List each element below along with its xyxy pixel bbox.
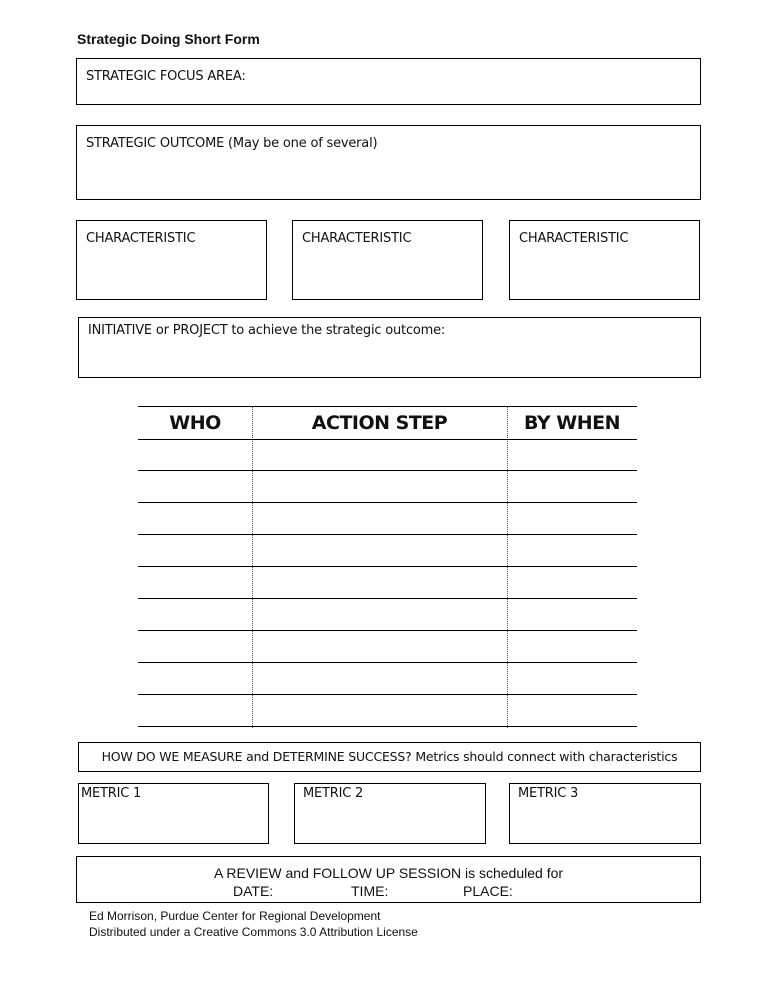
table-row[interactable] bbox=[138, 694, 637, 695]
who-column-header: WHO bbox=[169, 412, 221, 434]
review-session-box bbox=[76, 856, 701, 903]
strategic-focus-area-field[interactable] bbox=[76, 58, 701, 105]
action-step-column-header: ACTION STEP bbox=[311, 412, 448, 434]
characteristic-field-3[interactable] bbox=[509, 220, 700, 300]
strategic-outcome-label: STRATEGIC OUTCOME (May be one of several) bbox=[86, 136, 378, 151]
characteristic-label: CHARACTERISTIC bbox=[519, 231, 629, 246]
characteristic-field-2[interactable] bbox=[292, 220, 483, 300]
metric-field-1[interactable] bbox=[78, 783, 269, 844]
table-row[interactable] bbox=[138, 598, 637, 599]
table-row[interactable] bbox=[138, 726, 637, 727]
metric-field-2[interactable] bbox=[294, 783, 486, 844]
table-row[interactable] bbox=[138, 630, 637, 631]
table-row[interactable] bbox=[138, 662, 637, 663]
review-time-label: TIME: bbox=[351, 883, 389, 899]
table-top-rule bbox=[138, 406, 637, 407]
review-date-label: DATE: bbox=[233, 883, 274, 899]
characteristic-label: CHARACTERISTIC bbox=[86, 231, 196, 246]
column-divider bbox=[252, 406, 253, 728]
table-header-rule bbox=[138, 439, 637, 440]
measure-success-label: HOW DO WE MEASURE and DETERMINE SUCCESS? Metrics should connect with characteristics bbox=[101, 749, 678, 764]
characteristic-field-1[interactable] bbox=[76, 220, 267, 300]
initiative-project-label: INITIATIVE or PROJECT to achieve the strategic outcome: bbox=[88, 323, 446, 338]
footer-author: Ed Morrison, Purdue Center for Regional Development bbox=[89, 909, 381, 923]
table-row[interactable] bbox=[138, 502, 637, 503]
review-session-heading: A REVIEW and FOLLOW UP SESSION is scheduled for bbox=[213, 865, 564, 881]
by-when-column-header: BY WHEN bbox=[523, 412, 621, 434]
table-row[interactable] bbox=[138, 566, 637, 567]
initiative-project-field[interactable] bbox=[78, 317, 701, 378]
characteristic-label: CHARACTERISTIC bbox=[302, 231, 412, 246]
column-divider bbox=[507, 406, 508, 728]
metric-label: METRIC 3 bbox=[518, 786, 579, 801]
metric-label: METRIC 2 bbox=[303, 786, 364, 801]
review-place-label: PLACE: bbox=[463, 883, 513, 899]
strategic-outcome-field[interactable] bbox=[76, 125, 701, 200]
measure-success-banner bbox=[78, 742, 701, 772]
page-title: Strategic Doing Short Form bbox=[77, 31, 260, 47]
strategic-focus-area-label: STRATEGIC FOCUS AREA: bbox=[86, 69, 246, 84]
action-plan-table bbox=[138, 406, 637, 728]
metric-field-3[interactable] bbox=[509, 783, 701, 844]
table-row[interactable] bbox=[138, 470, 637, 471]
table-row[interactable] bbox=[138, 534, 637, 535]
metric-label: METRIC 1 bbox=[81, 786, 142, 801]
footer-license: Distributed under a Creative Commons 3.0 Attribution License bbox=[89, 925, 418, 939]
